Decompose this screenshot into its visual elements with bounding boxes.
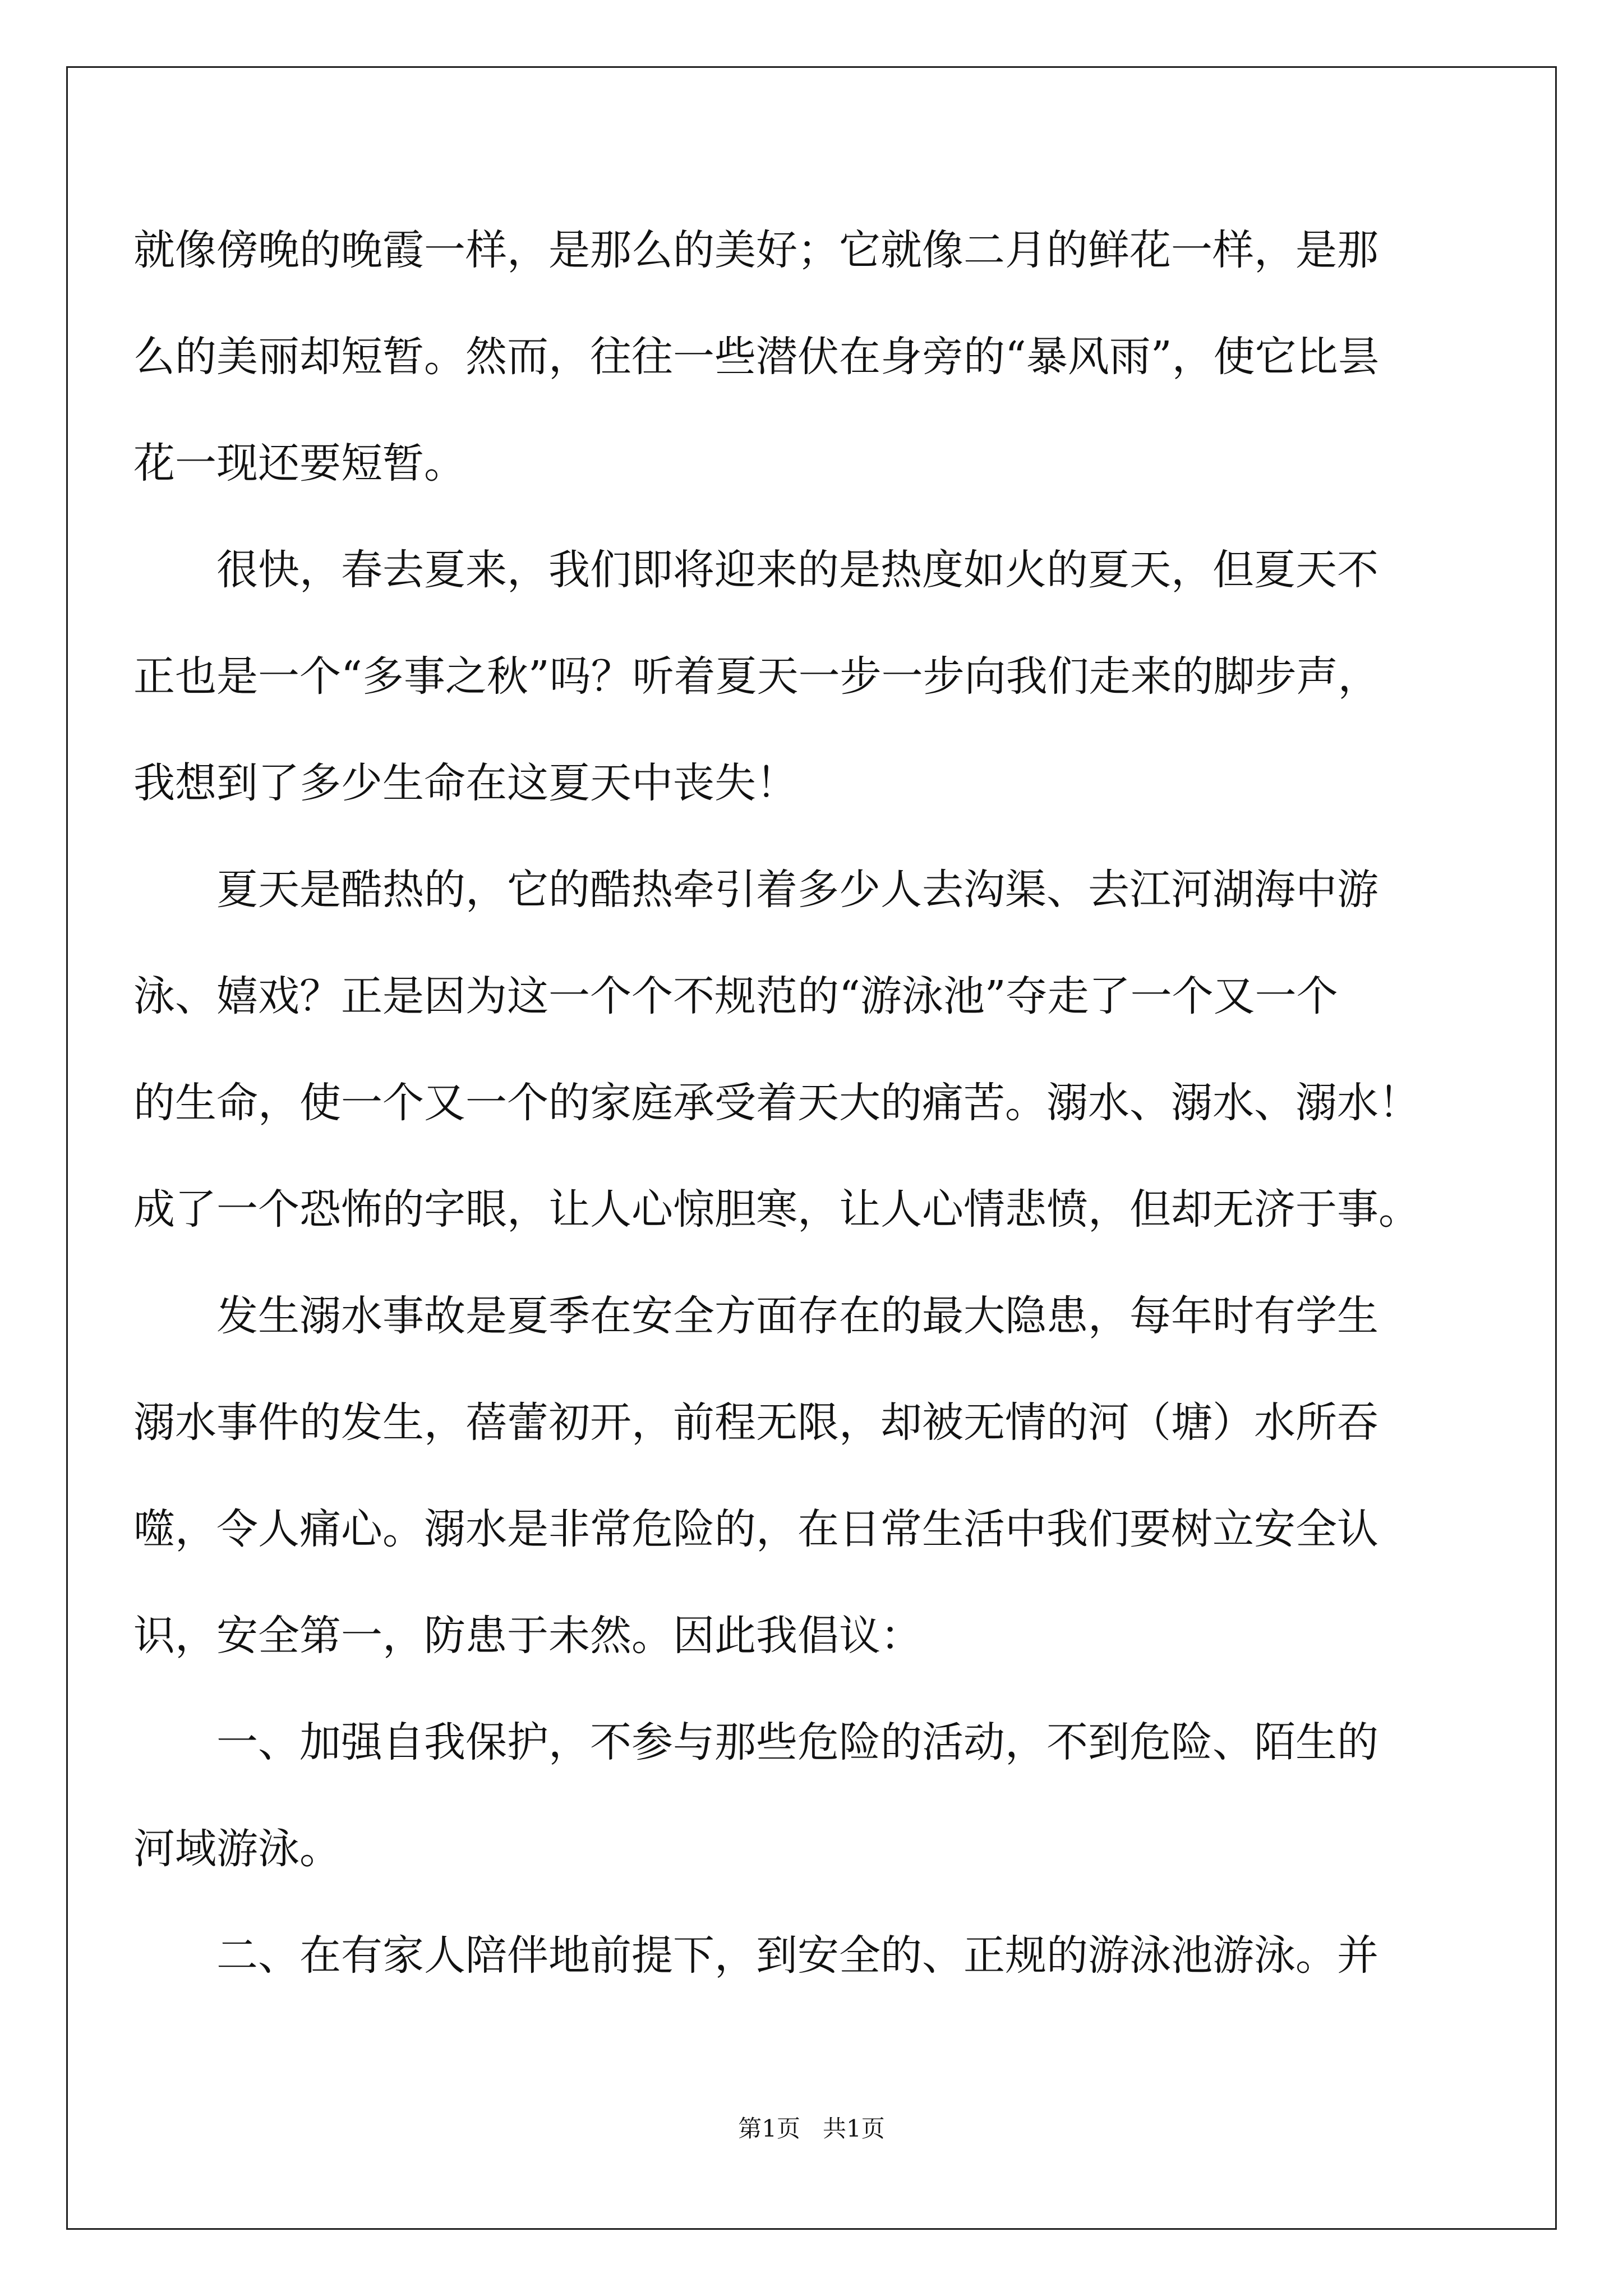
page-number-current: 第1页 [738,2115,800,2142]
page-footer [0,2112,1623,2146]
text-line: 噬，令人痛心。溺水是非常危险的，在日常生活中我们要树立安全认 [133,1505,1378,1553]
text-line: 泳、嬉戏？正是因为这一个个不规范的“游泳池”夺走了一个又一个 [133,972,1338,1020]
text-line: 的生命，使一个又一个的家庭承受着天大的痛苦。溺水、溺水、溺水！ [133,1079,1420,1127]
text-line: 成了一个恐怖的字眼，让人心惊胆寒，让人心情悲愤，但却无济于事。 [133,1185,1420,1234]
text-line: 二、在有家人陪伴地前提下，到安全的、正规的游泳池游泳。并 [133,1931,1378,1980]
page-border [66,66,1557,2230]
text-line: 花一现还要短暂。 [133,439,465,487]
text-line: 河域游泳。 [133,1825,341,1873]
page-number-total: 共1页 [823,2115,885,2142]
text-line: 一、加强自我保护，不参与那些危险的活动，不到危险、陌生的 [133,1718,1378,1766]
text-line: 正也是一个“多事之秋”吗？听着夏天一步一步向我们走来的脚步声， [133,652,1380,701]
text-line: 发生溺水事故是夏季在安全方面存在的最大隐患，每年时有学生 [133,1292,1378,1340]
text-line: 么的美丽却短暂。然而，往往一些潜伏在身旁的“暴风雨”，使它比昙 [133,333,1380,381]
text-line: 我想到了多少生命在这夏天中丧失！ [133,759,797,807]
text-line: 夏天是酷热的，它的酷热牵引着多少人去沟渠、去江河湖海中游 [133,866,1378,914]
text-line: 识，安全第一，防患于未然。因此我倡议： [133,1612,922,1660]
text-line: 溺水事件的发生，蓓蕾初开，前程无限，却被无情的河（塘）水所吞 [133,1398,1378,1447]
text-line: 就像傍晚的晚霞一样，是那么的美好；它就像二月的鲜花一样，是那 [133,226,1378,274]
text-line: 很快，春去夏来，我们即将迎来的是热度如火的夏天，但夏天不 [133,546,1378,594]
